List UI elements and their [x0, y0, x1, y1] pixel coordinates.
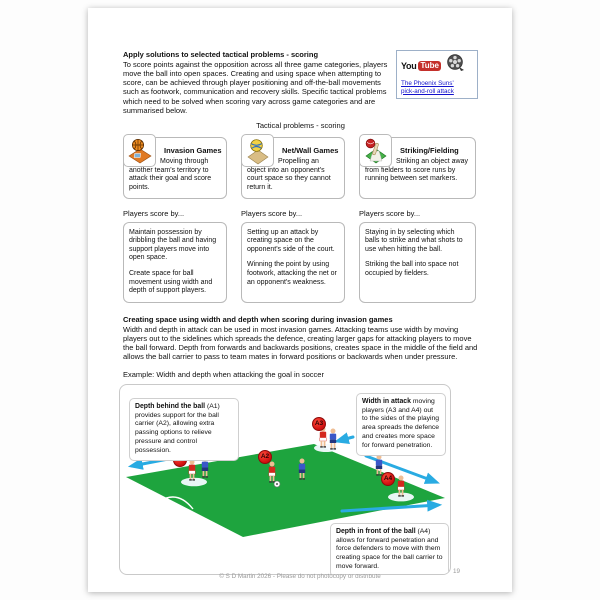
category-striking-fielding: [359, 137, 476, 198]
table-caption: Tactical problems - scoring: [256, 121, 345, 131]
category-description: Moving through another team's territory to attack their goal and score points.: [129, 158, 212, 192]
youtube-logo-tube: Tube: [420, 60, 439, 70]
callout-text: (A1) provides support for the ball carrier (A2), allowing extra passing options to relieve pressure and control possession.: [135, 402, 220, 455]
callout-bold: Depth behind the ball: [135, 402, 206, 410]
page-number: 19: [452, 568, 460, 575]
score-label-row: [123, 199, 478, 222]
category-description: Striking an object away from fielders to score runs by running between set markers.: [365, 158, 468, 183]
score-box-row: [123, 222, 478, 303]
youtube-link-line2[interactable]: pick-and-roll attack: [401, 87, 454, 95]
width-arrow-a3: [338, 437, 353, 441]
score-point: Winning the point by using footwork, attacking the net or an opponent's weakness.: [247, 261, 337, 286]
score-box-invasion: [123, 222, 227, 303]
section2-paragraph: Width and depth in attack can be used in most invasion games. Attacking teams use width by moving players out to the sidelines which spreads the defence, creating larger gaps for attacking players to move the ball forward. Depth from forwards and backwards positions, creates space in the middle of the field and allows the ball carrier to pass to team mates in forward positions or backwards when under pressure.: [123, 324, 478, 362]
score-label: Players score by...: [241, 208, 303, 218]
cricket-pitch-icon: [359, 134, 392, 167]
example-label: Example: Width and depth when attacking the goal in soccer: [123, 369, 324, 379]
document-page: [88, 8, 512, 592]
callout-depth-in-front: [330, 523, 449, 575]
category-row: [123, 137, 478, 198]
callout-bold: Depth in front of the ball: [336, 527, 416, 535]
film-reel-icon: [445, 54, 465, 77]
youtube-link-line1[interactable]: The Phoenix Suns': [401, 80, 454, 87]
youtube-link-box[interactable]: [396, 50, 478, 99]
score-point: Maintain possession by dribbling the ball and having support players move into open space.: [129, 228, 217, 262]
page-title: Apply solutions to selected tactical problems - scoring: [123, 50, 319, 59]
player-label-a3: A3: [312, 417, 326, 431]
callout-width-in-attack: [356, 393, 446, 456]
ball-court-icon: [241, 134, 274, 167]
callout-bold: Width in attack: [362, 397, 411, 405]
score-point: Setting up an attack by creating space on the opponent's side of the court.: [247, 228, 335, 253]
category-title: Net/Wall Games: [282, 146, 339, 156]
youtube-logo: [401, 54, 473, 77]
page-footer: [88, 568, 512, 580]
youtube-logo-you: You: [401, 60, 417, 71]
score-box-striking: [359, 222, 476, 303]
score-box-net-wall: [241, 222, 345, 303]
category-title: Invasion Games: [164, 146, 222, 156]
header-block: [123, 50, 478, 115]
basketball-court-icon: [123, 134, 156, 167]
score-label: Players score by...: [359, 208, 421, 218]
intro-paragraph: To score points against the opposition across all three game categories, players move the ball into open spaces. Creating and using space when attempting to score, can be achieved through player positioning and off-the-ball movements such as footwork, communication and recovery skills. Specific tactical problems which need to be solved when scoring vary across game categories and are summarised below.: [123, 59, 388, 115]
callout-text: moving players (A3 and A4) out to the sides of the playing area spreads the defence and creates more space for forward penetration.: [362, 397, 440, 450]
section2-title: Creating space using width and depth when scoring during invasion games: [123, 314, 393, 324]
callout-depth-behind: [129, 398, 239, 461]
category-title: Striking/Fielding: [400, 146, 459, 156]
soccer-ball-patch: [276, 483, 278, 485]
category-net-wall-games: [241, 137, 345, 198]
soccer-diagram: [119, 384, 451, 575]
player-label-a4: A4: [381, 472, 395, 486]
player-disc-a4: [388, 492, 414, 501]
page-content: [88, 8, 512, 575]
score-point: Striking the ball into space not occupied by fielders.: [365, 261, 459, 278]
score-label: Players score by...: [123, 208, 185, 218]
copyright-text: © S D Martin 2026 - Please do not photocopy or distribute: [219, 573, 381, 580]
category-description: Propelling an object into an opponent's court space so they cannot return it.: [247, 158, 331, 192]
score-point: Staying in by selecting which balls to strike and what shots to use when hitting the ball.: [365, 228, 463, 253]
score-point: Create space for ball movement using width and depth of support players.: [129, 270, 213, 295]
player-label-a2: A2: [258, 450, 272, 464]
callout-text: (A4) allows for forward penetration and force defenders to move with them creating space for the ball carrier to move forward.: [336, 527, 443, 571]
category-invasion-games: [123, 137, 227, 198]
